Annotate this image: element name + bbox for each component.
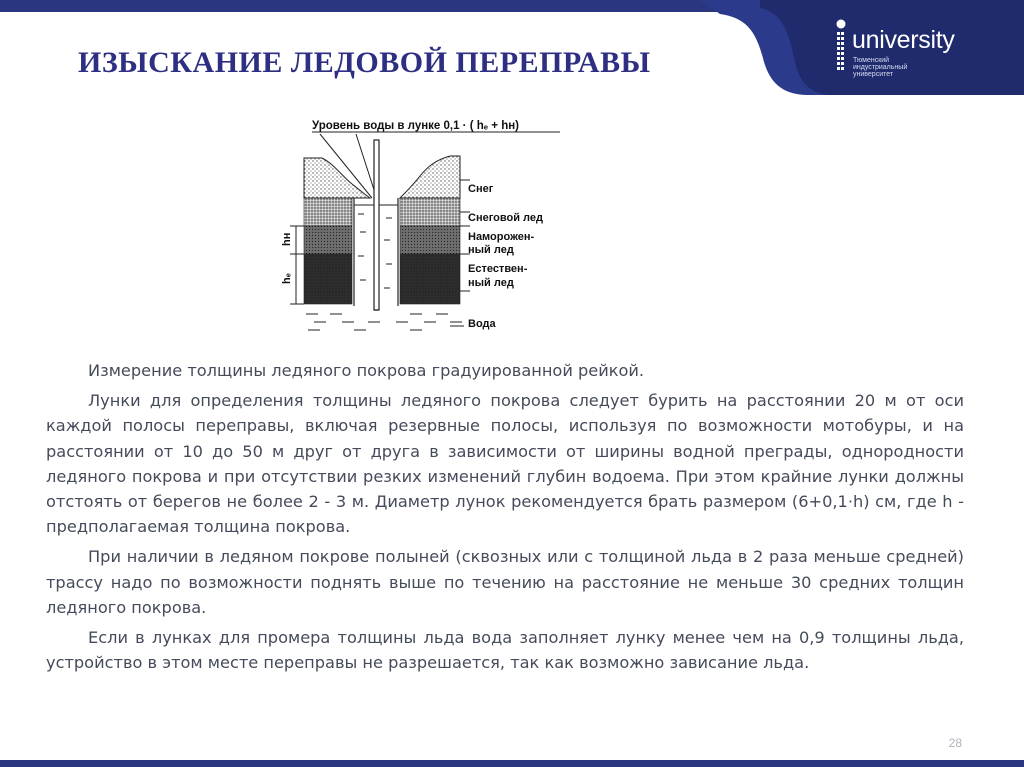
ice-section-diagram bbox=[260, 108, 580, 340]
natural-ice-layer bbox=[400, 254, 460, 304]
footer-bar bbox=[0, 760, 1024, 767]
logo-mark-icon bbox=[832, 18, 852, 78]
layer-label-snow-ice: Снеговой лед bbox=[468, 212, 543, 224]
layer-label-frozen-1: Наморожен- bbox=[468, 231, 535, 243]
water-level-label: Уровень воды в лунке 0,1 · ( hₑ + hн) bbox=[312, 120, 519, 132]
left-ice-block bbox=[304, 158, 370, 304]
snow-ice-layer bbox=[400, 198, 460, 226]
university-logo bbox=[832, 14, 1002, 86]
paragraph-4: Если в лунках для промера толщины льда вода заполняет лунку менее чем на 0,9 толщины льда, устройство в этом месте переправы не разрешается, так как возможно зависание льда. bbox=[46, 628, 964, 673]
layer-label-natural-1: Естествен- bbox=[468, 263, 528, 275]
snow-ice-layer bbox=[304, 198, 352, 226]
layer-label-snow: Снег bbox=[468, 183, 494, 195]
layer-label-natural-2: ный лед bbox=[468, 277, 514, 289]
leader-line bbox=[356, 134, 376, 196]
water-below bbox=[306, 314, 462, 330]
layer-label-water: Вода bbox=[468, 318, 496, 330]
logo-subtitle-line-2: индустриальный bbox=[853, 64, 908, 71]
body-text bbox=[46, 358, 964, 680]
graduated-rod bbox=[374, 140, 379, 310]
paragraph-1: Измерение толщины ледяного покрова градуированной рейкой. bbox=[88, 361, 645, 380]
page-title: ИЗЫСКАНИЕ ЛЕДОВОЙ ПЕРЕПРАВЫ bbox=[78, 46, 651, 79]
logo-subtitle-line-3: университет bbox=[853, 71, 894, 78]
paragraph-3: При наличии в ледяном покрове полыней (сквозных или с толщиной льда в 2 раза меньше средней) трассу надо по возможности поднять выше по течению на расстояние не меньше 30 средних толщин ледяного покрова. bbox=[46, 547, 964, 617]
logo-subtitle-line-1: Тюменский bbox=[853, 57, 890, 64]
logo-wordmark: university bbox=[852, 26, 955, 54]
layer-label-frozen-2: ный лед bbox=[468, 244, 514, 256]
paragraph-2: Лунки для определения толщины ледяного покрова следует бурить на расстоянии 20 м от оси каждой полосы переправы, включая резервные полосы, используя по возможности мотобуры, и на расстоянии от 10 до 50 м друг от друга в зависимости от ширины водной преграды, однородности ледяного покрова и при отсутствии резких изменений глубин водоема. При этом крайние лунки должны отстоять от берегов не более 2 - 3 м. Диаметр лунок рекомендуется брать размером (6+0,1·h) см, где h - предполагаемая толщина покрова. bbox=[46, 391, 964, 537]
frozen-ice-layer bbox=[400, 226, 460, 254]
hn-label: hн bbox=[281, 232, 293, 246]
natural-ice-layer bbox=[304, 254, 352, 304]
frozen-ice-layer bbox=[304, 226, 352, 254]
right-ice-block bbox=[400, 156, 460, 304]
he-label: hₑ bbox=[281, 273, 293, 284]
page-number: 28 bbox=[948, 736, 962, 750]
snow-layer bbox=[304, 158, 370, 198]
snow-layer bbox=[400, 156, 460, 198]
